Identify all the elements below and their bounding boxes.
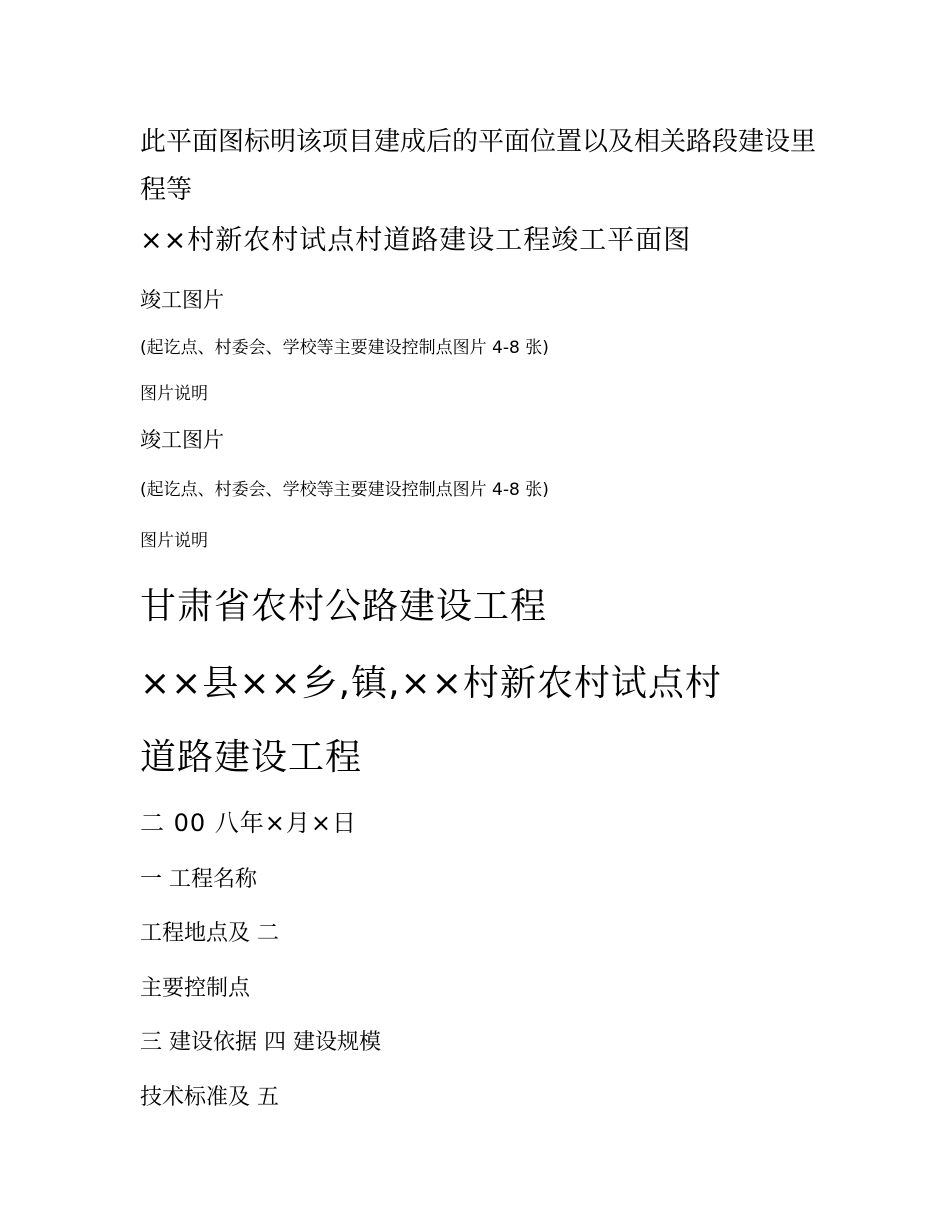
- outline-item: 工程地点及 二: [140, 921, 279, 946]
- photos-heading: 竣工图片: [140, 288, 224, 312]
- outline-item: 三 建设依据 四 建设规模: [140, 1030, 381, 1055]
- cover-title: 甘肃省农村公路建设工程: [140, 586, 548, 627]
- cover-subtitle-continued: 道路建设工程: [140, 737, 363, 778]
- outline-item: 主要控制点: [140, 976, 251, 1001]
- cover-subtitle: ××县××乡,镇,××村新农村试点村: [140, 663, 722, 704]
- photos-caption: 图片说明: [140, 531, 208, 551]
- cover-date: 二 00 八年×月×日: [140, 809, 358, 837]
- plan-title: ××村新农村试点村道路建设工程竣工平面图: [140, 225, 692, 256]
- photos-note: (起讫点、村委会、学校等主要建设控制点图片 4-8 张): [140, 338, 549, 358]
- outline-item: 技术标准及 五: [140, 1085, 279, 1110]
- intro-paragraph: 此平面图标明该项目建成后的平面位置以及相关路段建设里程等: [140, 127, 817, 205]
- photos-heading: 竣工图片: [140, 428, 224, 452]
- photos-caption: 图片说明: [140, 384, 208, 404]
- photos-note: (起讫点、村委会、学校等主要建设控制点图片 4-8 张): [140, 480, 549, 500]
- outline-item: 一 工程名称: [140, 867, 257, 892]
